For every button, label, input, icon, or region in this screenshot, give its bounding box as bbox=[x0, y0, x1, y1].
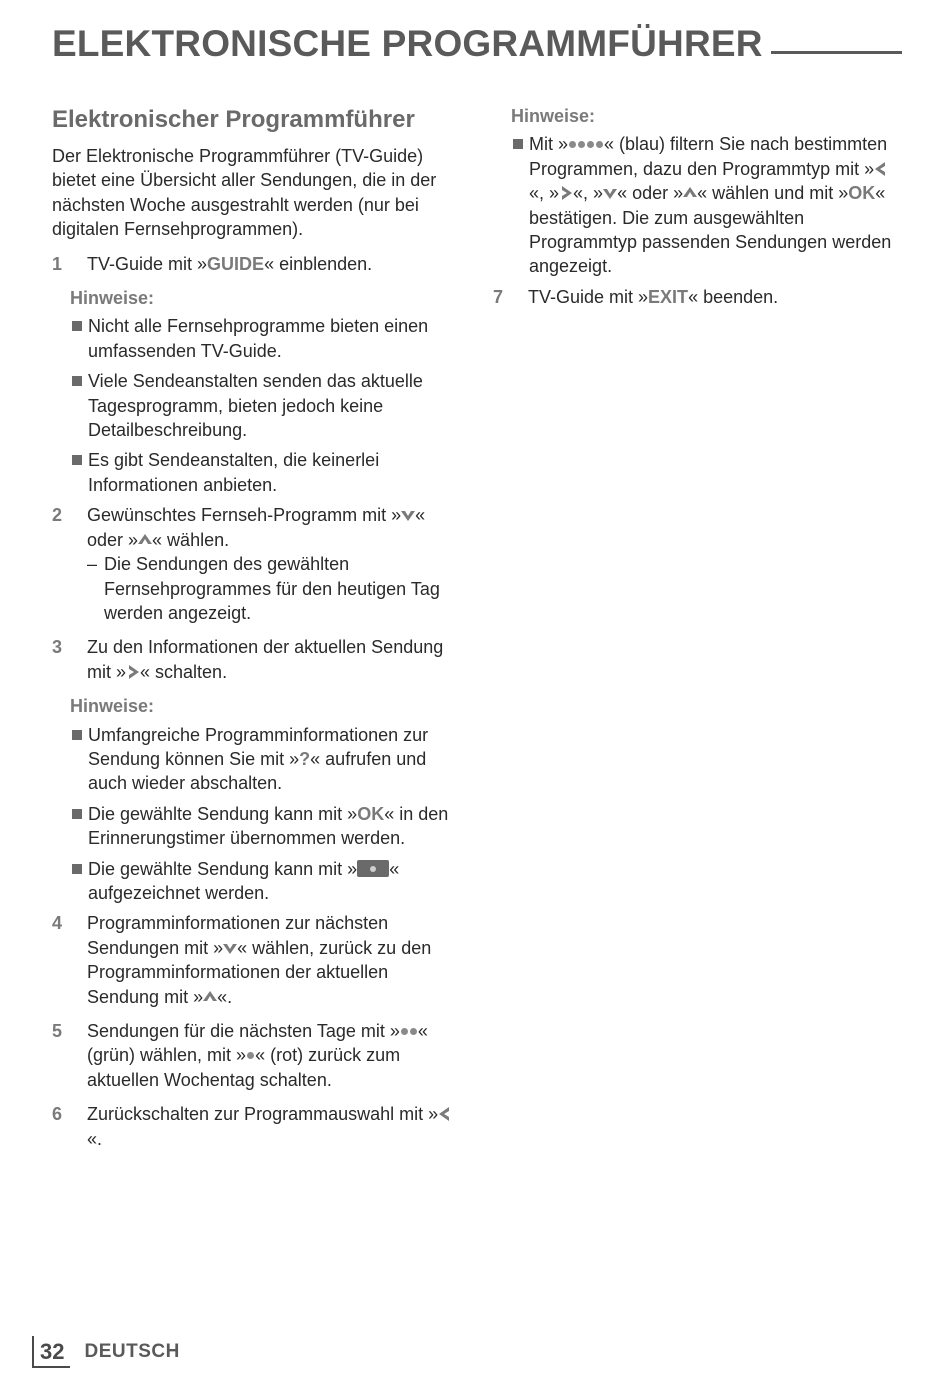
step-number: 7 bbox=[493, 286, 504, 307]
page-footer bbox=[32, 1336, 180, 1368]
bullet-square-icon bbox=[70, 857, 88, 906]
step-number: 5 bbox=[52, 1021, 63, 1041]
ok-key: OK bbox=[357, 803, 385, 824]
arrow-right-icon bbox=[126, 665, 140, 679]
exit-key: EXIT bbox=[648, 286, 689, 307]
step-text: TV-Guide mit »GUIDE« einblenden. bbox=[87, 253, 373, 274]
step-text: TV-Guide mit »EXIT« beenden. bbox=[528, 286, 779, 307]
ok-key: OK bbox=[848, 183, 876, 204]
page-header bbox=[52, 22, 902, 66]
left-column bbox=[52, 104, 462, 1161]
notes-block-1 bbox=[70, 286, 462, 497]
arrow-left-icon bbox=[874, 162, 888, 176]
page-title: ELEKTRONISCHE PROGRAMMFÜHRER bbox=[52, 23, 763, 64]
step-5 bbox=[52, 1019, 462, 1092]
info-key: ? bbox=[299, 748, 311, 769]
step-3 bbox=[52, 635, 462, 684]
step-text: Sendungen für die nächsten Tage mit » « (grün) wählen, mit » « (rot) zurück zum aktuellen Wochentag schalten. bbox=[87, 1021, 428, 1090]
red-button-icon bbox=[246, 1045, 255, 1065]
step-number: 6 bbox=[52, 1104, 63, 1125]
step-result: – Die Sendungen des gewählten Fernsehprogrammes für den heutigen Tag werden angezeigt. bbox=[87, 554, 440, 623]
step-7 bbox=[493, 285, 893, 309]
note-item: Umfangreiche Programminformationen zur Sendung können Sie mit »?« aufrufen und auch wieder abschalten. bbox=[70, 723, 462, 796]
note-item: Viele Sendeanstalten senden das aktuelle Tagesprogramm, bieten jedoch keine Detailbeschreibung. bbox=[70, 369, 462, 442]
step-number: 1 bbox=[52, 253, 63, 274]
arrow-up-icon bbox=[138, 533, 152, 547]
bullet-square-icon bbox=[70, 448, 88, 497]
note-item: Mit » « (blau) filtern Sie nach bestimmten Programmen, dazu den Programmtyp mit »«, » «, » « oder » « wählen und mit »OK« bestätigen. Die zum ausgewählten Programmtyp passenden Sendungen werden angezeigt. bbox=[511, 132, 893, 278]
step-text: Zu den Informationen der aktuellen Sendung mit » « schalten. bbox=[87, 637, 444, 682]
step-6 bbox=[52, 1102, 462, 1151]
notes-heading: Hinweise: bbox=[70, 288, 155, 309]
blue-button-icon bbox=[568, 134, 604, 154]
step-text: Gewünschtes Fernseh-Programm mit » « oder » « wählen. – Die Sendungen des gewählten Fernsehprogrammes für den heutigen Tag werden angezeigt. bbox=[87, 503, 462, 625]
arrow-right-icon bbox=[559, 186, 573, 200]
guide-key: GUIDE bbox=[207, 253, 265, 274]
arrow-down-icon bbox=[223, 941, 237, 955]
notes-heading: Hinweise: bbox=[511, 106, 596, 126]
step-text: Zurückschalten zur Programmauswahl mit »«. bbox=[87, 1102, 462, 1151]
notes-block-2 bbox=[70, 694, 462, 905]
note-item: Es gibt Sendeanstalten, die keinerlei Informationen anbieten. bbox=[70, 448, 462, 497]
bullet-square-icon bbox=[70, 369, 88, 442]
page-number: 32 bbox=[32, 1336, 70, 1368]
right-column bbox=[493, 104, 893, 319]
note-item: Die gewählte Sendung kann mit »OK« in den Erinnerungstimer übernommen werden. bbox=[70, 802, 462, 851]
section-title: Elektronischer Programmführer bbox=[52, 106, 415, 133]
arrow-left-icon bbox=[438, 1107, 452, 1121]
notes-heading: Hinweise: bbox=[70, 696, 155, 717]
arrow-up-icon bbox=[683, 186, 697, 200]
step-4 bbox=[52, 911, 462, 1009]
bullet-square-icon bbox=[511, 132, 529, 278]
header-rule bbox=[771, 51, 902, 54]
step-1 bbox=[52, 252, 462, 276]
step-2 bbox=[52, 503, 462, 625]
step-number: 3 bbox=[52, 637, 63, 658]
language-label: DEUTSCH bbox=[84, 1341, 180, 1362]
green-button-icon bbox=[400, 1021, 418, 1041]
record-button-icon bbox=[357, 860, 389, 877]
arrow-down-icon bbox=[603, 186, 617, 200]
arrow-down-icon bbox=[401, 508, 415, 522]
arrow-up-icon bbox=[203, 990, 217, 1004]
bullet-square-icon bbox=[70, 802, 88, 851]
bullet-square-icon bbox=[70, 723, 88, 796]
notes-block-3 bbox=[511, 104, 893, 279]
note-item: Nicht alle Fernsehprogramme bieten einen umfassenden TV-Guide. bbox=[70, 314, 462, 363]
bullet-square-icon bbox=[70, 314, 88, 363]
step-number: 2 bbox=[52, 505, 63, 526]
step-number: 4 bbox=[52, 913, 63, 934]
step-text: Programminformationen zur nächsten Sendungen mit » « wählen, zurück zu den Programminformationen der aktuellen Sendung mit » «. bbox=[87, 913, 432, 1007]
note-item: Die gewählte Sendung kann mit » « aufgezeichnet werden. bbox=[70, 857, 462, 906]
intro-paragraph: Der Elektronische Programmführer (TV-Guide) bietet eine Übersicht aller Sendungen, die in der nächsten Woche ausgestrahlt werden (nur bei digitalen Fernsehprogrammen). bbox=[52, 146, 437, 240]
